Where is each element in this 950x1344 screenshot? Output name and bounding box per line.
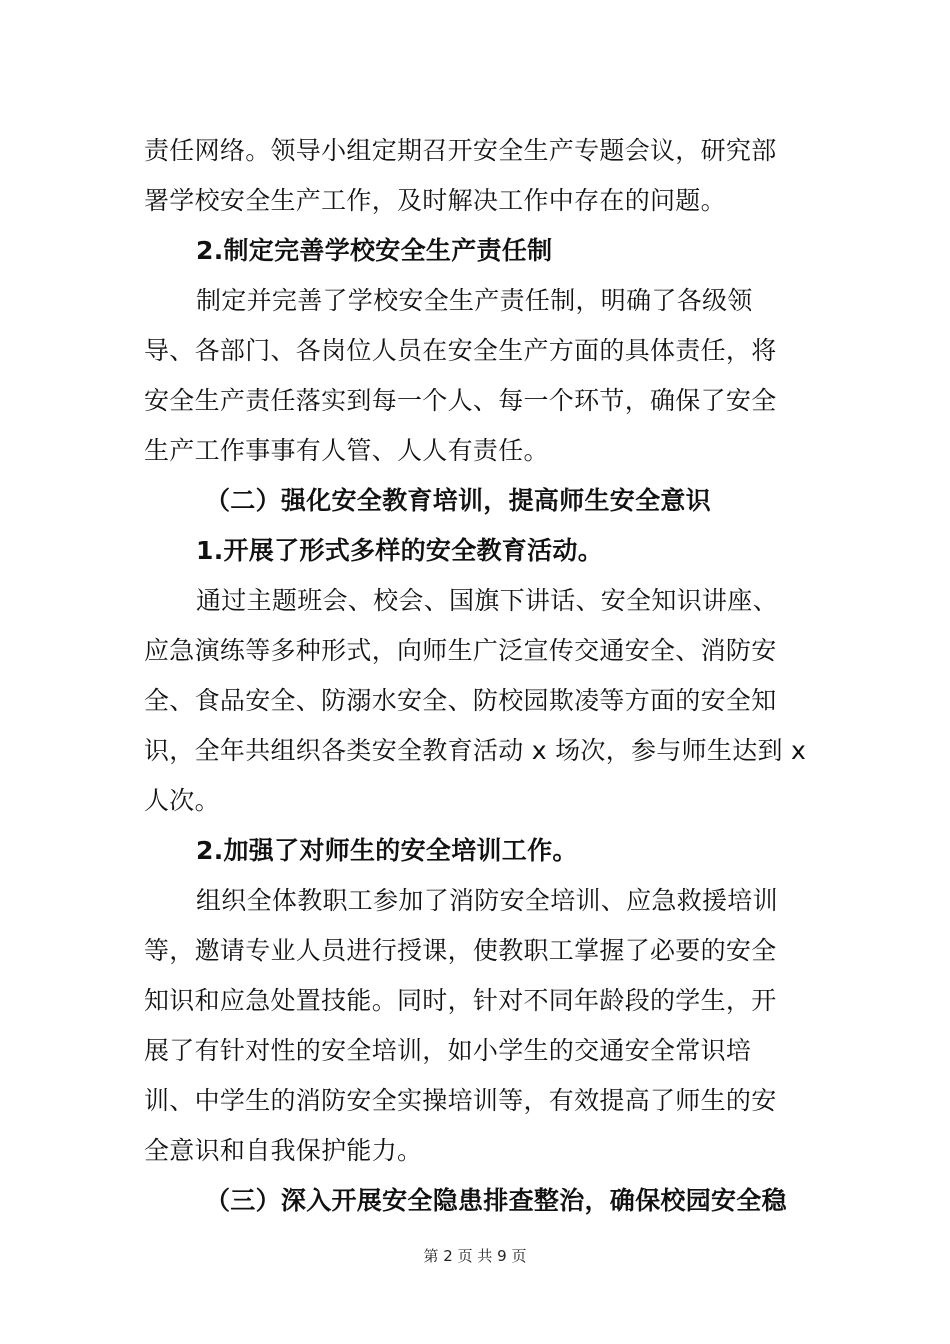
body-text-line: 知识和应急处置技能。同时，针对不同年龄段的学生，开 [144,986,777,1015]
body-text-line: 全、食品安全、防溺水安全、防校园欺凌等方面的安全知 [144,686,777,715]
body-text-line: 通过主题班会、校会、国旗下讲话、安全知识讲座、 [196,586,778,615]
body-text-line: 人次。 [144,786,220,815]
body-text-line: 等，邀请专业人员进行授课，使教职工掌握了必要的安全 [144,936,777,965]
body-text-line: 全意识和自我保护能力。 [144,1136,423,1165]
body-text-line: 组织全体教职工参加了消防安全培训、应急救援培训 [196,886,778,915]
body-text-line: 训、中学生的消防安全实操培训等，有效提高了师生的安 [144,1086,777,1115]
body-text-line: 安全生产责任落实到每一个人、每一个环节，确保了安全 [144,386,777,415]
subsection-heading: 2.加强了对师生的安全培训工作。 [196,836,578,865]
body-text-line: 生产工作事事有人管、人人有责任。 [144,436,549,465]
body-text-line: 导、各部门、各岗位人员在安全生产方面的具体责任，将 [144,336,777,365]
subsection-heading: 2.制定完善学校安全生产责任制 [196,236,553,265]
body-text-line: 责任网络。领导小组定期召开安全生产专题会议，研究部 [144,136,777,165]
body-text-line: 应急演练等多种形式，向师生广泛宣传交通安全、消防安 [144,636,777,665]
subsection-heading: 1.开展了形式多样的安全教育活动。 [196,536,603,565]
body-text-line: 展了有针对性的安全培训，如小学生的交通安全常识培 [144,1036,752,1065]
body-text-line: 识，全年共组织各类安全教育活动 x 场次，参与师生达到 x [144,736,807,765]
section-heading: （二）强化安全教育培训，提高师生安全意识 [205,486,712,515]
body-text-line: 署学校安全生产工作，及时解决工作中存在的问题。 [144,186,726,215]
body-text-line: 制定并完善了学校安全生产责任制，明确了各级领 [196,286,753,315]
page-footer: 第 2 页 共 9 页 [423,1247,527,1265]
section-heading: （三）深入开展安全隐患排查整治，确保校园安全稳 [205,1186,787,1215]
